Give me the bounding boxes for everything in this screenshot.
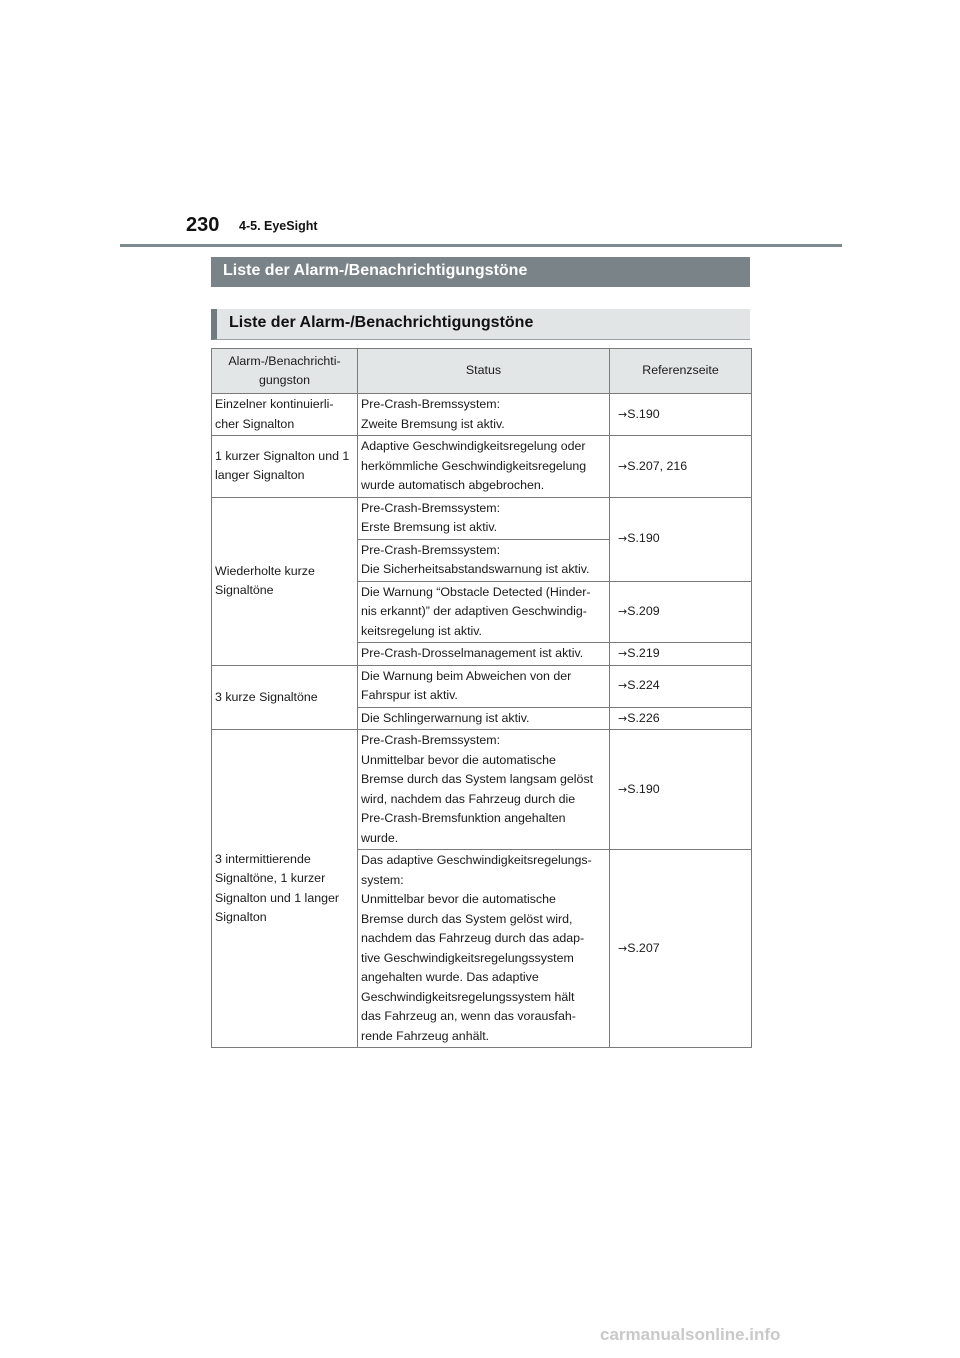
main-heading: Liste der Alarm-/Benachrichtigungstöne [211,257,750,287]
arrow-icon: → [618,459,628,473]
ref-cell [610,730,752,850]
arrow-icon: → [618,941,628,955]
table-row [212,730,752,850]
ref-page: S.207 [627,940,660,955]
ref-page: S.219 [627,646,660,660]
section-title: 4-5. EyeSight [239,219,318,233]
table-row [212,665,752,707]
ref-cell [610,665,752,707]
arrow-icon: → [618,782,628,796]
tone-cell: Einzelner kontinuierli- cher Signalton [212,394,358,436]
ref-cell [610,850,752,1048]
status-cell: Pre-Crash-Bremssystem: Erste Bremsung ist aktiv. [358,497,610,539]
arrow-icon: → [618,679,628,693]
ref-page: S.226 [627,710,660,725]
status-cell: Pre-Crash-Drosselmanagement ist aktiv. [358,643,610,666]
table-row [212,497,752,539]
arrow-icon: → [618,532,628,546]
ref-page: S.190 [627,406,660,421]
header-tone: Alarm-/Benachrichti- gungston [212,349,358,394]
tone-cell: Wiederholte kurze Signaltöne [212,497,358,665]
header-ref: Referenzseite [610,349,752,394]
ref-cell [610,581,752,643]
arrow-icon: → [618,605,628,618]
ref-page: S.224 [627,678,660,693]
arrow-icon: → [618,711,628,725]
status-cell: Das adaptive Geschwindigkeitsregelungs- system: Unmittelbar bevor die automatische Bremse durch das System gelöst wird, nachdem das Fahrzeug durch das adap- tive Geschwindigkeitsregelungssystem angehalten wurde. Das adaptive Geschwindigkeitsregelungssystem hält das Fahrzeug an, wenn das vorausfah- rende Fahrzeug anhält. [358,850,610,1048]
ref-cell [610,436,752,498]
tone-cell: 1 kurzer Signalton und 1 langer Signalton [212,436,358,498]
status-cell: Pre-Crash-Bremssystem: Die Sicherheitsabstandswarnung ist aktiv. [358,539,610,581]
page-number: 230 [186,214,220,236]
arrow-icon: → [618,647,628,660]
sub-heading: Liste der Alarm-/Benachrichtigungstöne [211,309,750,340]
ref-page: S.190 [627,781,660,796]
ref-page: S.209 [627,604,660,618]
header-status: Status [358,349,610,394]
ref-cell [610,707,752,730]
status-cell: Die Warnung beim Abweichen von der Fahrspur ist aktiv. [358,665,610,707]
tone-cell: 3 intermittierende Signaltöne, 1 kurzer Signalton und 1 langer Signalton [212,730,358,1048]
tone-cell: 3 kurze Signaltöne [212,665,358,730]
status-cell: Pre-Crash-Bremssystem: Zweite Bremsung ist aktiv. [358,394,610,436]
table-row [212,436,752,498]
ref-page: S.190 [627,531,660,546]
status-cell: Adaptive Geschwindigkeitsregelung oder herkömmliche Geschwindigkeitsregelung wurde automatisch abgebrochen. [358,436,610,498]
ref-page: S.207, 216 [627,458,688,473]
header-divider [120,244,842,247]
table-row [212,394,752,436]
status-cell: Pre-Crash-Bremssystem: Unmittelbar bevor die automatische Bremse durch das System langsam gelöst wird, nachdem das Fahrzeug durch die Pre-Crash-Bremsfunktion angehalten wurde. [358,730,610,850]
ref-cell [610,394,752,436]
ref-cell [610,497,752,581]
alarm-tone-table [211,348,752,1048]
table-body [212,394,752,1048]
watermark: carmanualsonline.info [600,1325,781,1344]
status-cell: Die Schlingerwarnung ist aktiv. [358,707,610,730]
table-header-row [212,349,752,394]
status-cell: Die Warnung “Obstacle Detected (Hinder- nis erkannt)” der adaptiven Geschwindig- keitsregelung ist aktiv. [358,581,610,643]
arrow-icon: → [618,407,628,421]
ref-cell [610,643,752,666]
